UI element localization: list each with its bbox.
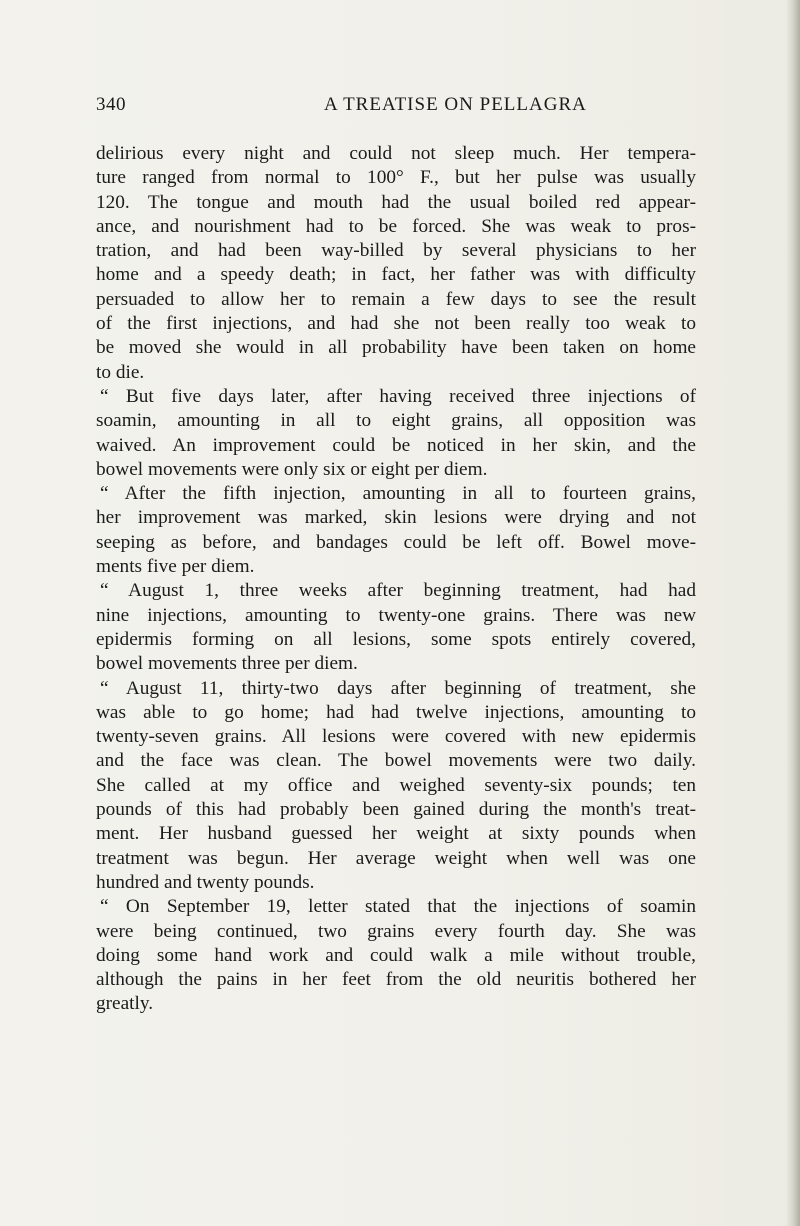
text-line: hundred and twenty pounds.: [96, 871, 315, 893]
page-number: 340: [96, 94, 126, 115]
text-line: to die.: [96, 361, 145, 383]
text-line: “ On September 19, letter stated that the injections of soamin: [100, 896, 696, 918]
text-line: She called at my office and weighed seventy-six pounds; ten: [96, 774, 696, 796]
text-line: ture ranged from normal to 100° F., but her pulse was usually: [96, 167, 696, 189]
text-line: and the face was clean. The bowel movements were two daily.: [96, 750, 696, 772]
text-line: be moved she would in all probability have been taken on home: [96, 337, 696, 359]
text-line: bowel movements three per diem.: [96, 653, 358, 675]
text-line: waived. An improvement could be noticed in her skin, and the: [96, 434, 696, 456]
running-title: A TREATISE ON PELLAGRA: [324, 94, 587, 115]
text-line: epidermis forming on all lesions, some spots entirely covered,: [96, 628, 696, 650]
text-line: were being continued, two grains every fourth day. She was: [96, 920, 696, 942]
text-line: although the pains in her feet from the old neuritis bothered her: [96, 969, 696, 991]
text-line: ments five per diem.: [96, 556, 255, 578]
text-line: “ But five days later, after having received three injections of: [100, 385, 696, 407]
text-line: of the first injections, and had she not been really too weak to: [96, 313, 696, 335]
text-line: “ August 11, thirty-two days after beginning of treatment, she: [100, 677, 696, 699]
text-line: 120. The tongue and mouth had the usual boiled red appear-: [96, 191, 696, 213]
text-line: her improvement was marked, skin lesions were drying and not: [96, 507, 696, 529]
page-edge-shadow: [786, 0, 800, 1226]
text-line: tration, and had been way-billed by several physicians to her: [96, 240, 696, 262]
text-line: doing some hand work and could walk a mile without trouble,: [96, 944, 696, 966]
text-line: seeping as before, and bandages could be left off. Bowel move-: [96, 531, 696, 553]
text-line: pounds of this had probably been gained during the month's treat-: [96, 799, 696, 821]
text-line: treatment was begun. Her average weight when well was one: [96, 847, 696, 869]
text-line: delirious every night and could not sleep much. Her tempera-: [96, 143, 696, 164]
text-line: “ August 1, three weeks after beginning treatment, had had: [100, 580, 696, 602]
text-line: was able to go home; had had twelve injections, amounting to: [96, 701, 696, 723]
text-line: persuaded to allow her to remain a few days to see the result: [96, 288, 696, 310]
text-line: ment. Her husband guessed her weight at sixty pounds when: [96, 823, 696, 845]
text-line: ance, and nourishment had to be forced. She was weak to pros-: [96, 215, 696, 237]
running-header: [96, 94, 708, 118]
text-line: home and a speedy death; in fact, her father was with difficulty: [96, 264, 696, 286]
text-line: greatly.: [96, 993, 154, 1015]
text-line: soamin, amounting in all to eight grains, all opposition was: [96, 410, 696, 432]
text-line: nine injections, amounting to twenty-one grains. There was new: [96, 604, 696, 626]
text-line: “ After the fifth injection, amounting in all to fourteen grains,: [100, 483, 696, 505]
text-line: bowel movements were only six or eight per diem.: [96, 458, 488, 480]
text-line: twenty-seven grains. All lesions were covered with new epidermis: [96, 726, 696, 748]
body-text: [96, 142, 696, 1017]
